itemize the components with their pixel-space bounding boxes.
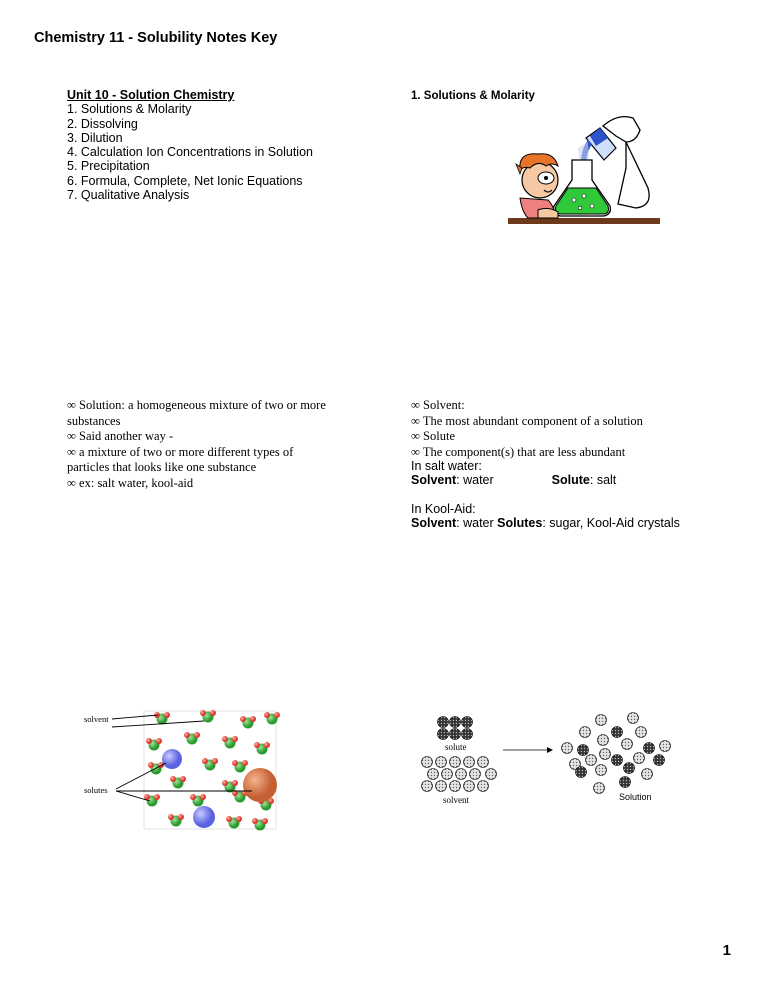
chemist-illustration bbox=[508, 108, 660, 230]
unit-contents bbox=[67, 88, 313, 202]
solvent-label: Solvent bbox=[411, 473, 457, 487]
solute-label: Solute bbox=[551, 473, 590, 487]
page-number: 1 bbox=[722, 942, 731, 959]
unit-item: 6. Formula, Complete, Net Ionic Equations bbox=[67, 173, 303, 188]
page-title: Chemistry 11 - Solubility Notes Key bbox=[34, 30, 278, 46]
solutes-label: solutes bbox=[84, 785, 108, 795]
salt-water-example bbox=[411, 459, 616, 487]
definition-line: ∞ Said another way - bbox=[67, 429, 174, 443]
kool-heading: In Kool-Aid: bbox=[411, 502, 476, 516]
definition-line: ∞ a mixture of two or more different types of particles that looks like one substance bbox=[67, 444, 294, 474]
solutes-value: : sugar, Kool-Aid crystals bbox=[542, 516, 680, 530]
solutes-label: Solutes bbox=[497, 516, 543, 530]
solvent-label: Solvent bbox=[411, 516, 457, 530]
dissolving-diagram bbox=[415, 708, 680, 808]
definition-line: ∞ The most abundant component of a solution bbox=[411, 413, 643, 428]
solution-label: Solution bbox=[619, 792, 652, 802]
unit-item: 2. Dissolving bbox=[67, 116, 138, 131]
unit-heading: Unit 10 - Solution Chemistry bbox=[67, 88, 235, 102]
kool-aid-example bbox=[411, 502, 680, 530]
unit-item: 5. Precipitation bbox=[67, 159, 150, 174]
solution-definitions bbox=[67, 398, 337, 491]
unit-item: 7. Qualitative Analysis bbox=[67, 188, 190, 203]
unit-item: 4. Calculation Ion Concentrations in Solution bbox=[67, 145, 313, 160]
unit-item: 1. Solutions & Molarity bbox=[67, 102, 192, 117]
section-heading: 1. Solutions & Molarity bbox=[411, 90, 535, 102]
definition-line: ∞ Solvent: bbox=[411, 398, 465, 412]
molecule-diagram bbox=[80, 705, 280, 833]
definition-line: ∞ Solute bbox=[411, 429, 455, 443]
solvent-value: : water bbox=[456, 516, 498, 530]
definition-line: ∞ The component(s) that are less abundant bbox=[411, 444, 626, 459]
solvent-solute-definitions bbox=[411, 398, 711, 460]
solute-value: : salt bbox=[589, 473, 617, 487]
solute-label: solute bbox=[445, 742, 467, 752]
solvent-value: : water bbox=[456, 473, 494, 487]
solvent-label: solvent bbox=[84, 714, 109, 724]
definition-line: ∞ ex: salt water, kool-aid bbox=[67, 475, 194, 490]
unit-item: 3. Dilution bbox=[67, 130, 123, 145]
solvent-label: solvent bbox=[443, 795, 469, 805]
salt-heading: In salt water: bbox=[411, 459, 482, 473]
definition-line: ∞ Solution: a homogeneous mixture of two or more substances bbox=[67, 398, 326, 428]
